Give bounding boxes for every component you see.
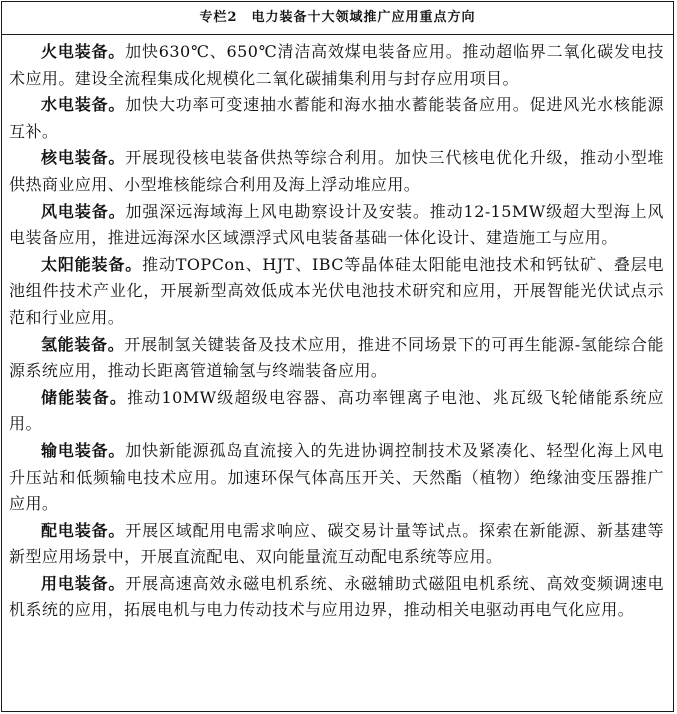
text-energy-storage: 推动10MW级超级电容器、高功率锂离子电池、兆瓦级飞轮储能系统应用。 bbox=[9, 387, 664, 434]
paragraph-hydro-power bbox=[9, 92, 664, 145]
text-nuclear-power: 开展现役核电装备供热等综合利用。加快三代核电优化升级，推动小型堆供热商业应用、小型堆核能综合利用及海上浮动堆应用。 bbox=[9, 148, 664, 194]
text-end-use: 开展高速高效永磁电机系统、永磁辅助式磁阻电机系统、高效变频调速电机系统的应用，拓展电机与电力传动技术与应用边界，推动相关电驱动再电气化应用。 bbox=[9, 573, 664, 620]
paragraph-distribution bbox=[9, 518, 664, 571]
paragraph-end-use bbox=[9, 571, 664, 624]
box-label: 专栏2 bbox=[199, 10, 238, 25]
term-wind-power: 风电装备。 bbox=[41, 201, 126, 221]
paragraph-transmission bbox=[9, 438, 664, 518]
paragraph-nuclear-power bbox=[9, 145, 664, 198]
text-distribution: 开展区域配用电需求响应、碳交易计量等试点。探索在新能源、新基建等新型应用场景中，开展直流配电、双向能量流互动配电系统等应用。 bbox=[9, 520, 664, 567]
term-transmission: 输电装备。 bbox=[41, 440, 126, 460]
text-thermal-power: 加快630℃、650℃清洁高效煤电装备应用。推动超临界二氧化碳发电技术应用。建设全流程集成化规模化二氧化碳捕集利用与封存应用项目。 bbox=[9, 42, 664, 88]
box-content bbox=[2, 35, 673, 624]
paragraph-hydrogen bbox=[9, 332, 664, 385]
term-thermal-power: 火电装备。 bbox=[41, 42, 126, 61]
text-wind-power: 加强深远海域海上风电勘察设计及安装。推动12-15MW级超大型海上风电装备应用，推进远海深水区域漂浮式风电装备基础一体化设计、建造施工与应用。 bbox=[9, 201, 664, 248]
term-hydro-power: 水电装备。 bbox=[41, 95, 126, 115]
term-hydrogen: 氢能装备。 bbox=[41, 334, 125, 354]
text-hydro-power: 加快大功率可变速抽水蓄能和海水抽水蓄能装备应用。促进风光水核能源互补。 bbox=[9, 95, 664, 141]
paragraph-energy-storage bbox=[9, 385, 664, 438]
text-transmission: 加快新能源孤岛直流接入的先进协调控制技术及紧凑化、轻型化海上风电升压站和低频输电技术应用。加速环保气体高压开关、天然酯（植物）绝缘油变压器推广应用。 bbox=[9, 440, 664, 514]
text-solar: 推动TOPCon、HJT、IBC等晶体硅太阳能电池技术和钙钛矿、叠层电池组件技术产业化，开展新型高效低成本光伏电池技术研究和应用，开展智能光伏试点示范和行业应用。 bbox=[9, 254, 664, 327]
term-energy-storage: 储能装备。 bbox=[41, 387, 128, 407]
paragraph-solar bbox=[9, 252, 664, 332]
text-hydrogen: 开展制氢关键装备及技术应用，推进不同场景下的可再生能源-氢能综合能源系统应用，推动长距离管道输氢与终端装备应用。 bbox=[9, 334, 664, 381]
box-header bbox=[2, 2, 673, 35]
term-end-use: 用电装备。 bbox=[41, 573, 126, 593]
term-distribution: 配电装备。 bbox=[41, 520, 126, 540]
box-title: 电力装备十大领域推广应用重点方向 bbox=[251, 10, 476, 25]
term-solar: 太阳能装备。 bbox=[41, 254, 143, 274]
term-nuclear-power: 核电装备。 bbox=[41, 148, 126, 168]
paragraph-wind-power bbox=[9, 199, 664, 252]
feature-box bbox=[1, 1, 674, 712]
paragraph-thermal-power bbox=[9, 39, 664, 92]
